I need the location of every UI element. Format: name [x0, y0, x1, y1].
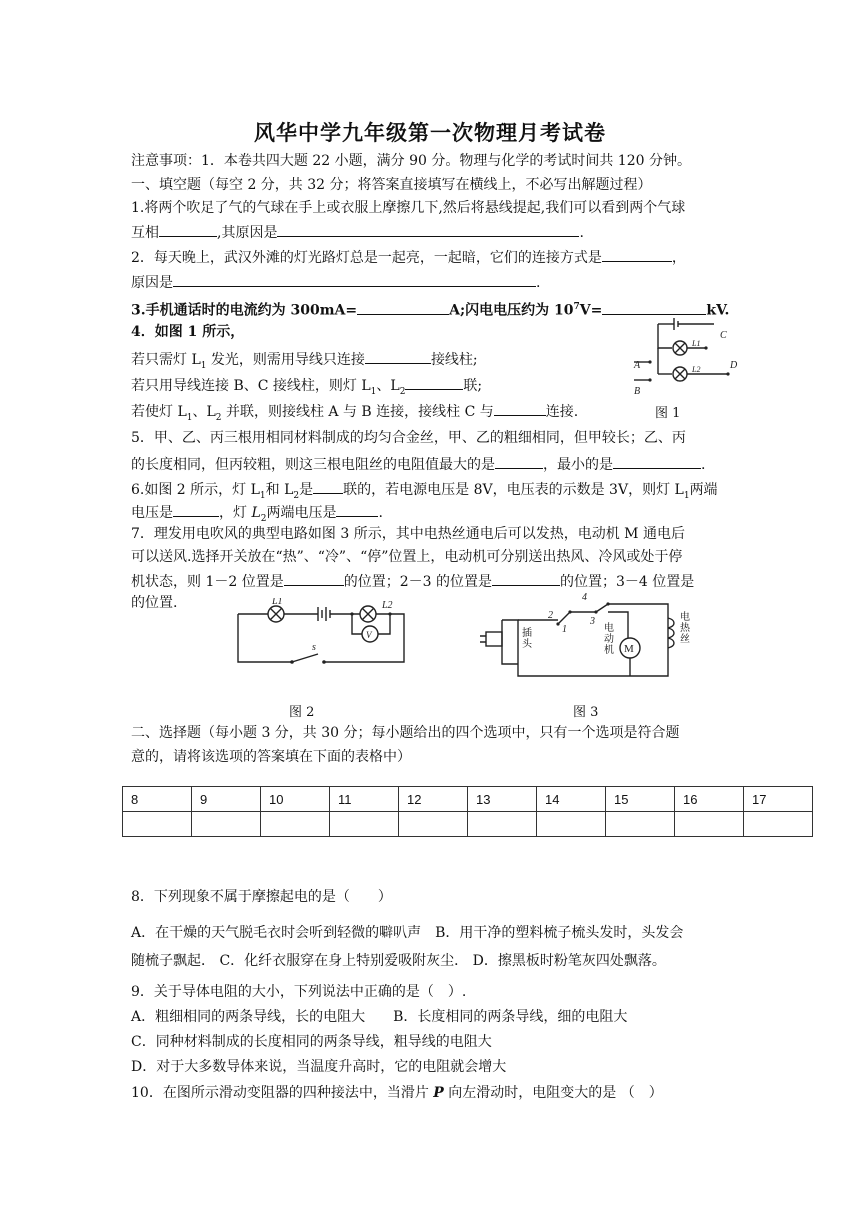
answer-cell[interactable]	[468, 812, 537, 837]
q5-blank-1[interactable]	[495, 452, 543, 469]
answer-cell[interactable]	[744, 812, 813, 837]
q4-line1: 4．如图 1 所示，	[131, 324, 245, 340]
q3-text: kV.	[706, 302, 730, 319]
q1-blank-2[interactable]	[277, 220, 579, 237]
q6-blank-1[interactable]	[313, 477, 343, 494]
answer-table-header-row	[123, 787, 813, 812]
q6-sub: 1	[683, 490, 690, 501]
answer-header-cell: 16	[675, 787, 744, 812]
answer-cell[interactable]	[261, 812, 330, 837]
q6-text: 电压是	[131, 505, 173, 521]
q5-text: .	[701, 457, 706, 473]
q6-text: 两端电压是	[266, 505, 337, 521]
q4-text: 、L	[192, 404, 216, 420]
q9-stem: 9．关于导体电阻的大小，下列说法中正确的是（ ）.	[131, 984, 467, 1000]
answer-cell[interactable]	[606, 812, 675, 837]
answer-header-cell: 17	[744, 787, 813, 812]
q3-text: V=	[579, 302, 603, 319]
q7-blank-1[interactable]	[284, 569, 344, 586]
q1-line1: 1.将两个吹足了气的气球在手上或衣服上摩擦几下,然后将悬线提起,我们可以看到两个气球	[131, 200, 686, 216]
q10-text: 10．在图所示滑动变阻器的四种接法中，当滑片	[131, 1085, 434, 1101]
q4-sub: 1	[200, 360, 207, 371]
q5-blank-2[interactable]	[613, 452, 701, 469]
fig2-switch	[292, 654, 318, 662]
q2-text: ，	[671, 250, 686, 266]
fig3-label-3: 3	[590, 616, 595, 627]
q4-text: 发光，则需用导线只连接	[206, 352, 365, 368]
figure-2-circuit	[232, 598, 410, 666]
q7-line1: 7．理发用电吹风的典型电路如图 3 所示，其中电热丝通电后可以发热，电动机 M 通电后	[131, 526, 685, 542]
answer-cell[interactable]	[537, 812, 606, 837]
q5-line2	[131, 452, 741, 476]
q8-stem: 8．下列现象不属于摩擦起电的是（ ）	[131, 889, 392, 905]
q6-text: 和 L	[265, 482, 294, 498]
q1-line2	[131, 220, 741, 244]
fig1-label-a: A	[634, 360, 641, 371]
q9-option-b: B．长度相同的两条导线，细的电阻大	[393, 1009, 628, 1025]
q4-sub: 2	[399, 386, 406, 397]
q3-blank-2[interactable]	[602, 298, 706, 315]
q6-blank-3[interactable]	[336, 500, 378, 517]
fig1-label-l1: L1	[692, 339, 701, 348]
q6-text: 联的，若电源电压是 8V，电压表的示数是 3V，则灯 L	[343, 482, 684, 498]
q4-text: 并联，则接线柱 A 与 B 连接，接线柱 C 与	[221, 404, 494, 420]
fig1-label-d: D	[730, 360, 738, 371]
answer-header-cell: 14	[537, 787, 606, 812]
q6-sub: 1	[259, 490, 266, 501]
answer-cell[interactable]	[330, 812, 399, 837]
fig1-label-l2: L2	[692, 365, 701, 374]
q4-text: 接线柱;	[430, 352, 478, 368]
answer-table	[122, 786, 813, 837]
q6-sub: 2	[260, 513, 267, 524]
q8-options-line2: 随梳子飘起． C．化纤衣服穿在身上特别爱吸附灰尘． D．擦黑板时粉笔灰四处飘落。	[131, 953, 666, 969]
q4-text: 若只用导线连接 B、C 接线柱，则灯 L	[131, 378, 371, 394]
q4-text: 若只需灯 L	[131, 352, 201, 368]
section1-heading: 一、填空题（每空 2 分，共 32 分；将答案直接填写在横线上，不必写出解题过程）	[131, 177, 652, 193]
q9-option-a: A．粗细相同的两条导线，长的电阻大	[131, 1009, 366, 1025]
fig1-label-c: C	[720, 330, 727, 341]
figure-1-circuit	[628, 318, 740, 402]
answer-cell[interactable]	[399, 812, 468, 837]
fig2-label-v: V	[366, 630, 372, 640]
q9-options-ab	[131, 1006, 741, 1028]
q3-blank-1[interactable]	[357, 298, 449, 315]
q6-text: 两端	[689, 482, 718, 498]
q6-sub: 2	[293, 490, 300, 501]
q5-line1: 5．甲、乙、丙三根用相同材料制成的均匀合金丝，甲、乙的粗细相同，但甲较长；乙、丙	[131, 430, 686, 446]
answer-header-cell: 8	[123, 787, 192, 812]
q2-text: .	[536, 275, 541, 291]
q4-sub: 1	[186, 412, 193, 423]
q4-text: 若使灯 L	[131, 404, 187, 420]
q2-blank-2[interactable]	[173, 270, 536, 287]
figure-2-caption: 图 2	[289, 705, 315, 720]
q7-text: 的位置；3－4 位置是	[559, 574, 695, 590]
fig3-plug-label: 插 头	[522, 628, 532, 650]
q8-options-line1: A．在干燥的天气脱毛衣时会听到轻微的噼叭声 B．用干净的塑料梳子梳头发时，头发会	[131, 925, 684, 941]
fig2-label-l1: L1	[272, 598, 283, 607]
q7-blank-2[interactable]	[492, 569, 560, 586]
q6-text: L	[251, 505, 261, 521]
q10-slider-p: P	[433, 1085, 444, 1101]
q4-sub: 1	[370, 386, 377, 397]
fig2-battery	[318, 607, 330, 621]
exam-title: 风华中学九年级第一次物理月考试卷	[254, 120, 606, 145]
answer-header-cell: 12	[399, 787, 468, 812]
fig3-label-m: M	[624, 643, 634, 655]
section2-heading-line2: 意的，请将该选项的答案填在下面的表格中）	[131, 749, 411, 765]
q6-text: 6.如图 2 所示，灯 L	[131, 482, 260, 498]
q7-text: 的位置；2－3 的位置是	[343, 574, 492, 590]
q7-line2: 可以送风.选择开关放在“热”、“冷”、“停”位置上，电动机可分别送出热风、冷风或处于停	[131, 549, 683, 565]
q4-blank-2[interactable]	[405, 373, 463, 390]
q10-text: 向左滑动时，电阻变大的是 （ ）	[443, 1085, 663, 1101]
figure-3-circuit	[478, 590, 696, 682]
q9-option-d: D．对于大多数导体来说，当温度升高时，它的电阻就会增大	[131, 1059, 507, 1075]
fig3-label-4: 4	[582, 592, 587, 603]
answer-cell[interactable]	[675, 812, 744, 837]
q4-text: 、L	[376, 378, 400, 394]
answer-header-cell: 15	[606, 787, 675, 812]
notice: 注意事项：1．本卷共四大题 22 小题，满分 90 分。物理与化学的考试时间共 120 分钟。	[131, 153, 691, 169]
answer-header-cell: 10	[261, 787, 330, 812]
figure-1-caption: 图 1	[655, 406, 681, 421]
q1-text: ,其原因是	[217, 225, 278, 241]
q4-sub: 2	[215, 412, 222, 423]
q4-line4	[131, 399, 741, 429]
fig2-label-l2: L2	[382, 600, 393, 611]
q6-text: ，灯	[219, 505, 252, 521]
answer-header-cell: 13	[468, 787, 537, 812]
q3-text: A;闪电电压约为 10	[449, 302, 574, 319]
fig3-heater-label: 电 热 丝	[680, 612, 690, 645]
q7-text: 机状态，则 1－2 位置是	[131, 574, 284, 590]
q2-blank-1[interactable]	[602, 245, 672, 262]
section2-heading-line1: 二、选择题（每小题 3 分，共 30 分；每小题给出的四个选项中，只有一个选项是符合题	[131, 725, 680, 741]
q10-stem	[131, 1082, 741, 1104]
q6-blank-2[interactable]	[173, 500, 219, 517]
q4-blank-3[interactable]	[494, 399, 546, 416]
answer-header-cell: 11	[330, 787, 399, 812]
q4-text: 连接.	[545, 404, 579, 420]
q1-text: .	[579, 225, 584, 241]
q5-text: ，最小的是	[543, 457, 613, 473]
q6-text: .	[378, 505, 383, 521]
q3-exponent: 7	[573, 302, 580, 312]
fig2-label-s: s	[312, 642, 316, 653]
q5-text: 的长度相同，但丙较粗，则这三根电阻丝的电阻值最大的是	[131, 457, 495, 473]
q2-line2	[131, 270, 741, 294]
answer-cell[interactable]	[123, 812, 192, 837]
q6-text: 是	[299, 482, 314, 498]
fig3-label-2: 2	[548, 610, 553, 621]
fig3-label-1: 1	[562, 624, 567, 635]
figure-3-caption: 图 3	[573, 705, 599, 720]
answer-header-cell: 9	[192, 787, 261, 812]
answer-cell[interactable]	[192, 812, 261, 837]
q7-line4: 的位置.	[131, 595, 178, 611]
fig1-battery	[674, 318, 678, 330]
q4-blank-1[interactable]	[365, 347, 431, 364]
q2-line1	[131, 245, 741, 269]
fig3-heating-wire	[668, 618, 674, 648]
fig3-selector-switch	[558, 612, 570, 624]
q1-text: 互相	[131, 225, 159, 241]
q2-text: 原因是	[131, 275, 173, 291]
fig3-motor-label: 电 动 机	[604, 623, 614, 656]
q4-text: 联;	[463, 378, 483, 394]
q3-text: 3.手机通话时的电流约为 300mA=	[131, 302, 358, 319]
fig1-label-b: B	[634, 386, 641, 397]
q2-text: 2．每天晚上，武汉外滩的灯光路灯总是一起亮，一起暗，它们的连接方式是	[131, 250, 602, 266]
q9-option-c: C．同种材料制成的长度相同的两条导线，粗导线的电阻大	[131, 1034, 492, 1050]
answer-table-answer-row	[123, 812, 813, 837]
fig3-plug	[486, 632, 502, 646]
q1-blank-1[interactable]	[159, 220, 217, 237]
